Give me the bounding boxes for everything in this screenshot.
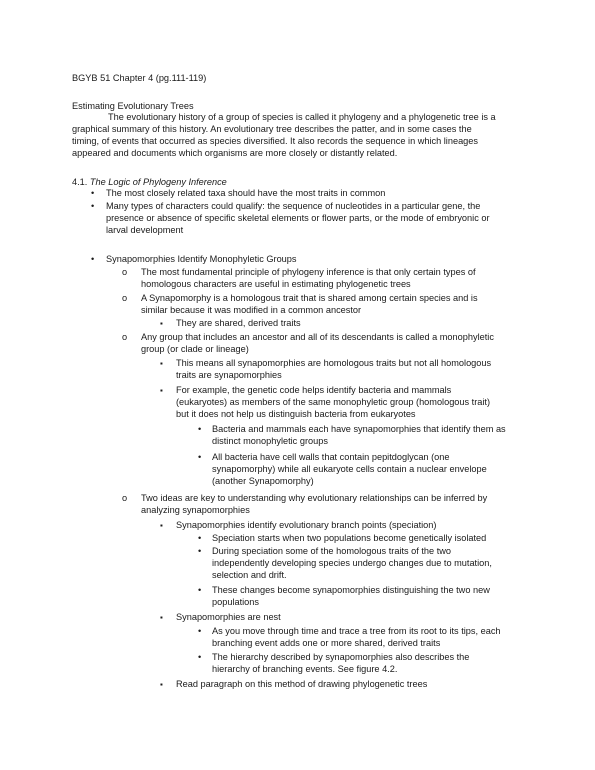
square-bullet-icon <box>160 358 163 369</box>
list-item-continued: but it does not help us distinguish bacteria from eukaryotes <box>176 409 416 419</box>
list-item: This means all synapomorphies are homologous traits but not all homologous <box>176 358 492 368</box>
list-item-continued: branching event adds one or more shared, derived traits <box>212 638 441 648</box>
subsection-title: The Logic of Phylogeny Inference <box>89 177 227 187</box>
list-item: Read paragraph on this method of drawing phylogenetic trees <box>176 679 428 689</box>
list-item: Synapomorphies identify evolutionary branch points (speciation) <box>176 520 437 530</box>
document-title: BGYB 51 Chapter 4 (pg.111-119) <box>72 73 207 83</box>
square-bullet-icon <box>160 318 163 329</box>
intro-line: The evolutionary history of a group of species is called it phylogeny and a phylogenetic tree is a <box>108 112 496 122</box>
bullet-icon <box>198 533 201 544</box>
list-item: Many types of characters could qualify: the sequence of nucleotides in a particular gene, the <box>106 201 481 211</box>
list-item: As you move through time and trace a tree from its root to its tips, each <box>212 626 501 636</box>
bullet-icon <box>198 585 201 596</box>
list-item: During speciation some of the homologous traits of the two <box>212 546 452 556</box>
list-item-continued: similar because it was modified in a common ancestor <box>141 305 362 315</box>
list-item: The most fundamental principle of phylogeny inference is that only certain types of <box>141 267 476 277</box>
list-item-continued: independently developing species undergo changes due to mutation, <box>212 558 492 568</box>
list-item: Synapomorphies Identify Monophyletic Groups <box>106 254 297 264</box>
bullet-icon <box>198 546 201 557</box>
bullet-icon <box>198 452 201 463</box>
list-item-continued: synapomorphy) while all eukaryote cells contain a nuclear envelope <box>212 464 487 474</box>
bullet-icon <box>91 188 94 199</box>
list-item-continued: presence or absence of specific skeletal elements or flower parts, or the mode of embryonic or <box>106 213 490 223</box>
subsection-number: 4.1. <box>72 177 88 187</box>
circle-bullet-icon <box>122 493 127 504</box>
square-bullet-icon <box>160 520 163 531</box>
bullet-icon <box>198 626 201 637</box>
list-item: All bacteria have cell walls that contain pepitdoglycan (one <box>212 452 450 462</box>
list-item: Bacteria and mammals each have synapomorphies that identify them as <box>212 424 506 434</box>
intro-line: appeared and documents which organisms are more closely or distantly related. <box>72 148 398 158</box>
list-item: For example, the genetic code helps identify bacteria and mammals <box>176 385 452 395</box>
list-item: Synapomorphies are nest <box>176 612 281 622</box>
list-item: Any group that includes an ancestor and all of its descendants is called a monophyletic <box>141 332 494 342</box>
list-item-continued: group (or clade or lineage) <box>141 344 249 354</box>
list-item-continued: selection and drift. <box>212 570 287 580</box>
list-item-continued: homologous characters are useful in estimating phylogenetic trees <box>141 279 411 289</box>
list-item: They are shared, derived traits <box>176 318 301 328</box>
bullet-icon <box>198 424 201 435</box>
square-bullet-icon <box>160 679 163 690</box>
section-heading: Estimating Evolutionary Trees <box>72 101 194 111</box>
bullet-icon <box>91 254 94 265</box>
list-item: The most closely related taxa should have the most traits in common <box>106 188 386 198</box>
list-item-continued: (eukaryotes) as members of the same monophyletic group (homologous trait) <box>176 397 491 407</box>
intro-line: graphical summary of this history. An evolutionary tree describes the patter, and in some cases the <box>72 124 472 134</box>
list-item: The hierarchy described by synapomorphies also describes the <box>212 652 470 662</box>
list-item-continued: traits are synapomorphies <box>176 370 282 380</box>
list-item: These changes become synapomorphies distinguishing the two new <box>212 585 490 595</box>
list-item-continued: larval development <box>106 225 184 235</box>
list-item: Speciation starts when two populations become genetically isolated <box>212 533 487 543</box>
circle-bullet-icon <box>122 267 127 278</box>
bullet-icon <box>198 652 201 663</box>
circle-bullet-icon <box>122 332 127 343</box>
list-item-continued: hierarchy of branching events. See figure 4.2. <box>212 664 398 674</box>
intro-line: timing, of events that occurred as species diversified. It also records the sequence in which lineages <box>72 136 478 146</box>
square-bullet-icon <box>160 612 163 623</box>
circle-bullet-icon <box>122 293 127 304</box>
list-item-continued: populations <box>212 597 259 607</box>
list-item-continued: distinct monophyletic groups <box>212 436 328 446</box>
subsection-heading <box>72 177 227 188</box>
square-bullet-icon <box>160 385 163 396</box>
list-item: A Synapomorphy is a homologous trait that is shared among certain species and is <box>141 293 478 303</box>
list-item: Two ideas are key to understanding why evolutionary relationships can be inferred by <box>141 493 488 503</box>
list-item-continued: analyzing synapomorphies <box>141 505 250 515</box>
bullet-icon <box>91 201 94 212</box>
list-item-continued: (another Synapomorphy) <box>212 476 314 486</box>
